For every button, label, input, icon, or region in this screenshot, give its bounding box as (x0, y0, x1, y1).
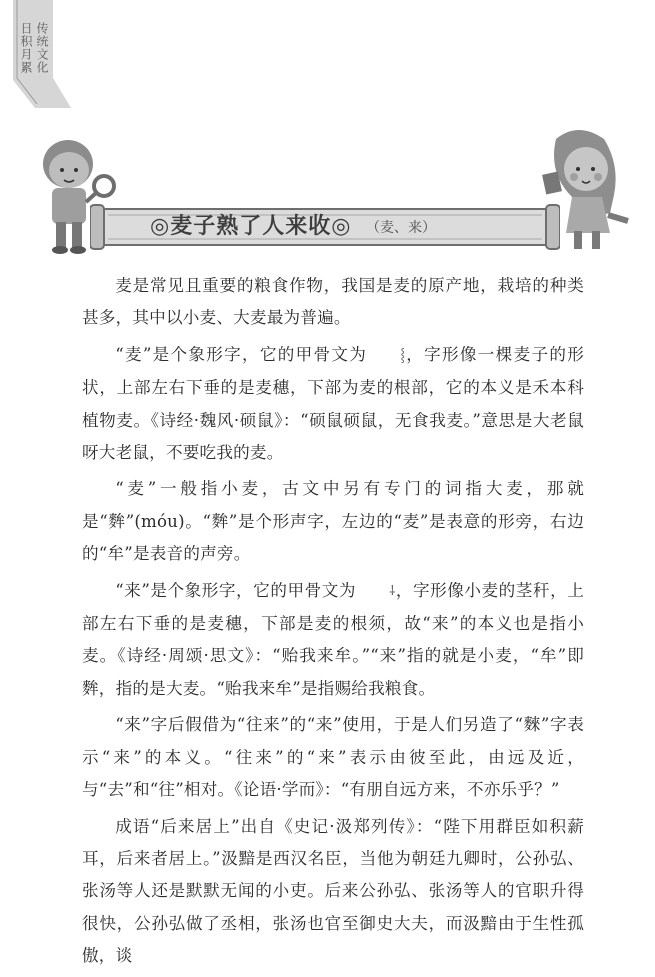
title-banner (38, 125, 638, 255)
paragraph-4: “来”是个象形字，它的甲骨文为 ⸸，字形像小麦的茎秆，上部左右下垂的是麦穗，下部是麦的根须，故“来”的本义也是指小麦。《诗经·周颂·思文》：“贻我来牟。”“来”指的就是小麦，“牟”即麰，指的是大麦。“贻我来牟”是指赐给我粮食。 (82, 575, 584, 706)
corner-tab-line2: 日积月累 (19, 22, 33, 74)
paragraph-1: 麦是常见且重要的粮食作物，我国是麦的原产地，栽培的种类甚多，其中以小麦、大麦最为普遍。 (82, 276, 584, 328)
paragraph-5: “来”字后假借为“往来”的“来”使用，于是人们另造了“麳”字表示“来”的本义。“往来”的“来”表示由彼至此，由远及近，与“去”和“往”相对。《论语·学而》：“有朋自远方来，不亦乐乎？” (82, 715, 584, 800)
girl-illustration (538, 125, 633, 253)
paragraph-6: 成语“后来居上”出自《史记·汲郑列传》：“陛下用群臣如积薪耳，后来者居上。”汲黯是西汉名臣，当他为朝廷九卿时，公孙弘、张汤等人还是默默无闻的小吏。后来公孙弘、张汤等人的官职升得很快，公孙弘做了丞相，张汤也官至御史大夫，而汲黯由于生性孤傲，谈 (82, 816, 584, 966)
article-body (82, 270, 584, 977)
paragraph-3: “麦”一般指小麦，古文中另有专门的词指大麦，那就是“麰”(móu)。“麰”是个形声字，左边的“麦”是表意的形旁，右边的“牟”是表音的声旁。 (82, 479, 584, 564)
paragraph-2: “麦”是个象形字，它的甲骨文为 ⸾，字形像一棵麦子的形状，上部左右下垂的是麦穗，下部为麦的根部，它的本义是禾本科植物麦。《诗经·魏风·硕鼠》：“硕鼠硕鼠，无食我麦。”意思是大老鼠呀大老鼠，不要吃我的麦。 (82, 339, 584, 470)
lai-oracle-glyph: ⸸ (389, 583, 396, 599)
banner-title: ◎麦子熟了人来收◎ (150, 213, 352, 239)
corner-tab-line1: 传统文化 (35, 22, 49, 74)
mai-oracle-glyph: ⸾ (400, 347, 406, 363)
section-corner-tab (13, 0, 71, 108)
banner-subtitle: （麦、来） (366, 220, 436, 236)
